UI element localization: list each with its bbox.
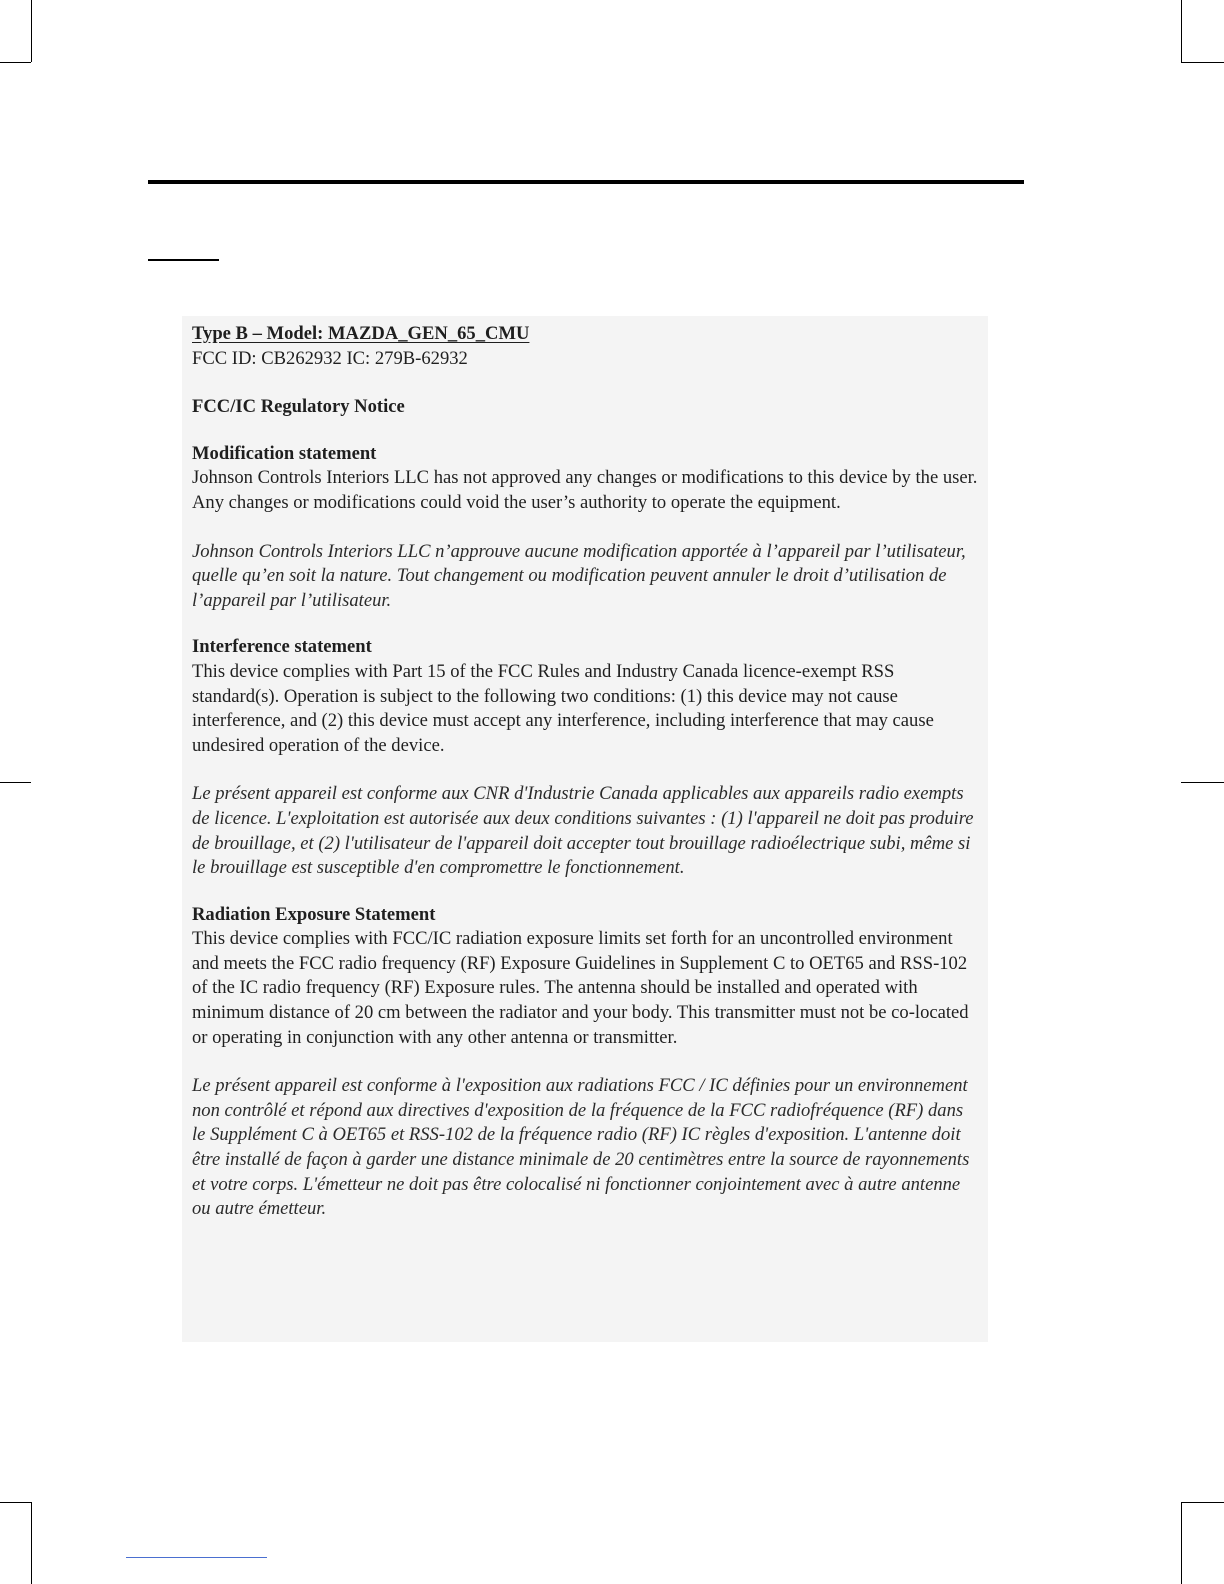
crop-mark: [1181, 1502, 1224, 1503]
modification-english: Johnson Controls Interiors LLC has not approved any changes or modifications to this device by the user. Any changes or modifications could void the user’s authority to operate the equipment.: [192, 467, 978, 513]
modification-french: Johnson Controls Interiors LLC n’approuve aucune modification apportée à l’appareil par l’utilisateur, quelle qu’en soit la nature. Tout changement ou modification peuvent annuler le droit d’utilisation de l’appareil par l’utilisateur.: [192, 540, 966, 611]
interference-english: This device complies with Part 15 of the FCC Rules and Industry Canada licence-exempt RSS standard(s). Operation is subject to the following two conditions: (1) this device may not cause interference, and (2) this device must accept any interference, including interference that may cause undesired operation of the device.: [192, 660, 934, 756]
regulatory-notice-image: [182, 316, 988, 1342]
fcc-ic-ids: FCC ID: CB262932 IC: 279B-62932: [192, 347, 468, 369]
crop-mark: [1181, 0, 1182, 62]
crop-mark: [0, 1502, 31, 1503]
radiation-english: This device complies with FCC/IC radiation exposure limits set forth for an uncontrolled environment and meets the FCC radio frequency (RF) Exposure Guidelines in Supplement C to OET65 and RSS-102 of the IC radio frequency (RF) Exposure rules. The antenna should be installed and operated with minimum distance of 20 cm between the radiator and your body. This transmitter must not be co-located or operating in conjunction with any other antenna or transmitter.: [192, 928, 969, 1048]
interference-heading: Interference statement: [192, 636, 372, 658]
modification-heading: Modification statement: [192, 442, 377, 464]
radiation-heading: Radiation Exposure Statement: [192, 903, 436, 925]
crop-mark: [1181, 1502, 1182, 1584]
footer-link-underline: [126, 1557, 267, 1558]
crop-mark: [31, 1502, 32, 1584]
radiation-french: Le présent appareil est conforme à l'exposition aux radiations FCC / IC définies pour un environnement non contrôlé et répond aux directives d'exposition de la fréquence de la FCC radiofréquence (RF) dans le Supplément C à OET65 et RSS-102 de la fréquence radio (RF) IC règles d'exposition. L'antenne doit être installé de façon à garder une distance minimale de 20 centimètres entre la source de rayonnements et votre corps. L'émetteur ne doit pas être colocalisé ni fonctionner conjointement avec à autre antenne ou autre émetteur.: [192, 1075, 970, 1220]
crop-mark: [1181, 782, 1224, 783]
crop-mark: [0, 62, 31, 63]
header-rule: [148, 180, 1024, 184]
interference-french: Le présent appareil est conforme aux CNR d'Industrie Canada applicables aux appareils radio exempts de licence. L'exploitation est autorisée aux deux conditions suivantes : (1) l'appareil ne doit pas produire de brouillage, et (2) l'utilisateur de l'appareil doit accepter tout brouillage radioélectrique subi, même si le brouillage est susceptible d'en compromettre le fonctionnement.: [192, 783, 974, 879]
crop-mark: [1181, 62, 1224, 63]
crop-mark: [0, 782, 31, 783]
crop-mark: [31, 0, 32, 62]
section-rule: [148, 259, 219, 261]
model-title: Type B – Model: MAZDA_GEN_65_CMU: [192, 323, 530, 344]
notice-heading: FCC/IC Regulatory Notice: [192, 396, 405, 418]
